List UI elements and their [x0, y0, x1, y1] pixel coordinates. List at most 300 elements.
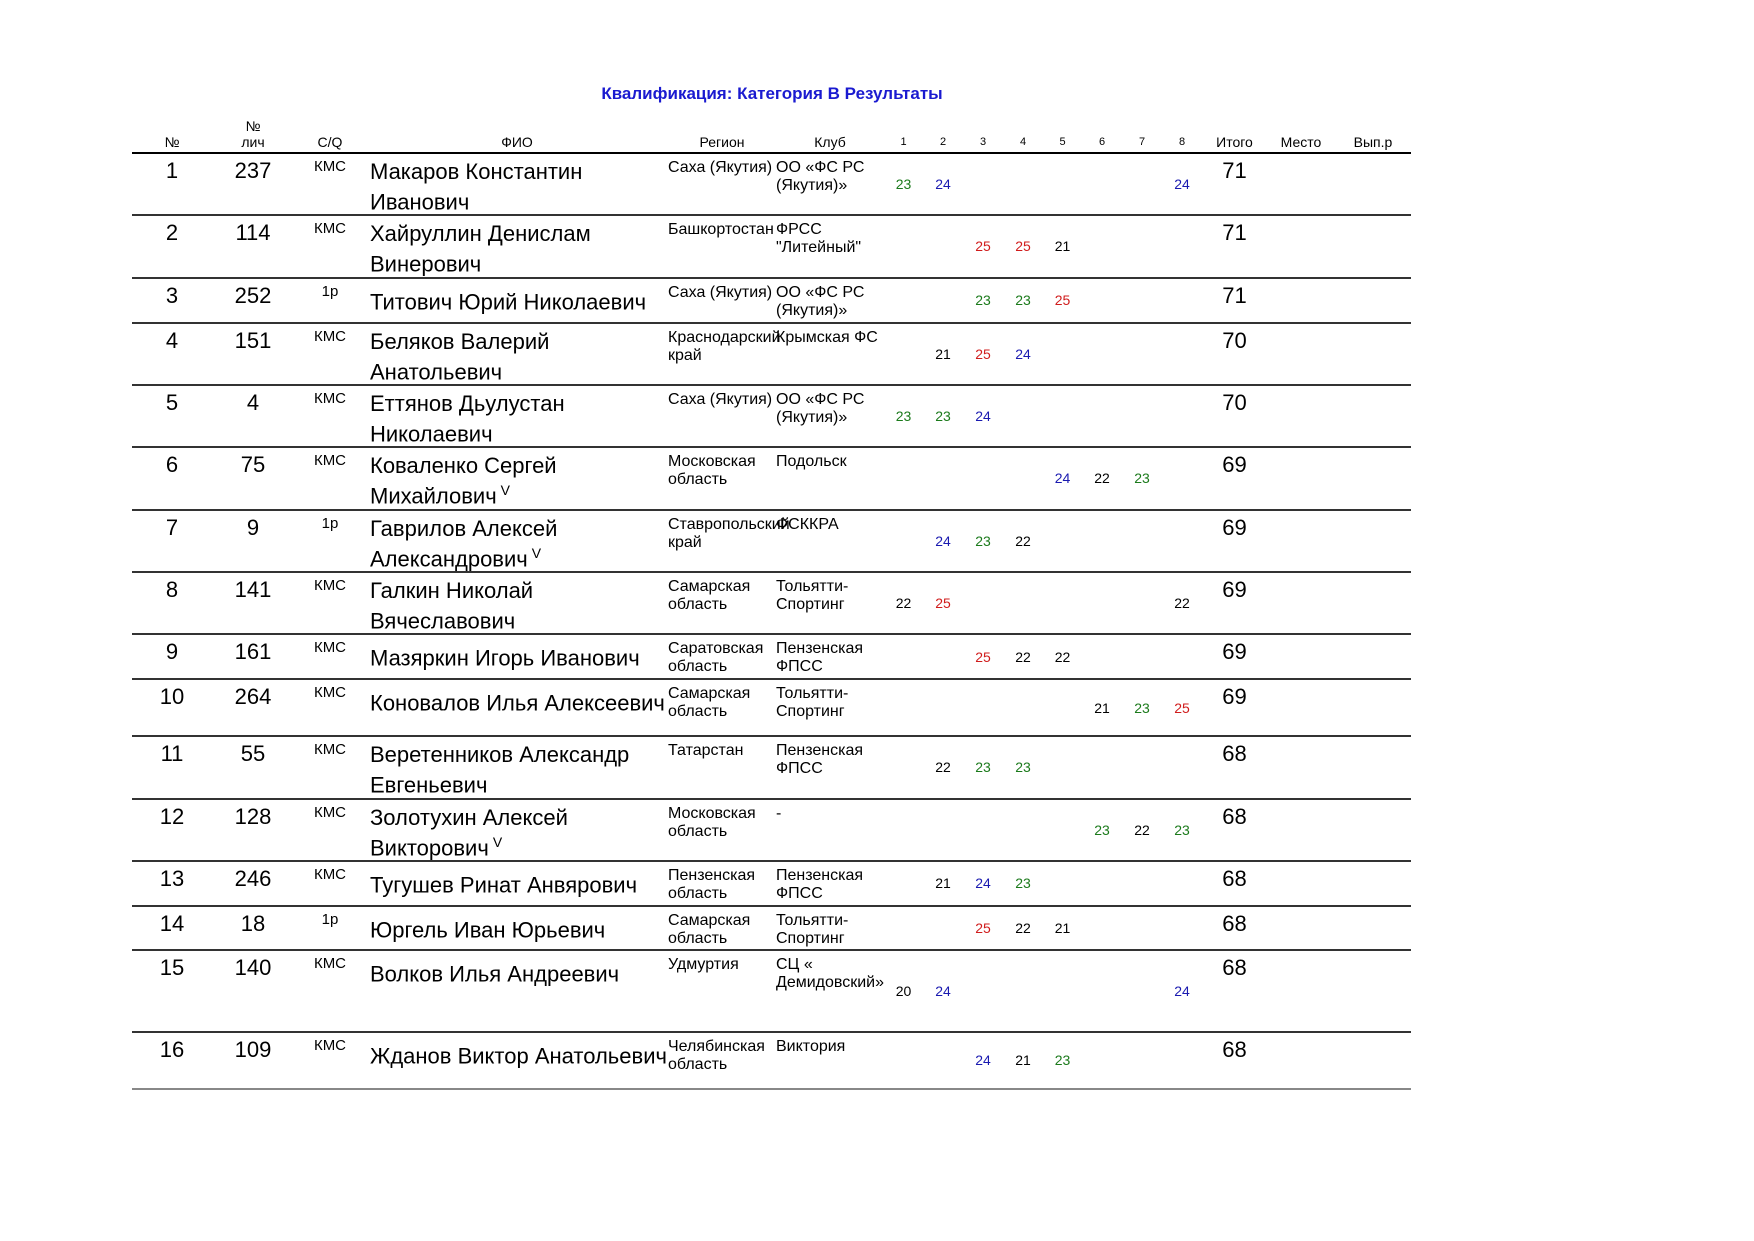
- rank-cell: 9: [132, 635, 212, 680]
- total-cell: 71: [1202, 279, 1267, 324]
- region-cell: Самарская область: [668, 907, 776, 951]
- round-3-score: [963, 680, 1003, 737]
- page-title: Квалификация: Категория B Результаты: [601, 84, 943, 103]
- bib-cell: 4: [212, 386, 294, 448]
- bib-cell: 18: [212, 907, 294, 951]
- round-1-score: [884, 680, 923, 737]
- bib-cell: 252: [212, 279, 294, 324]
- round-4-score: 22: [1003, 635, 1043, 680]
- cq-cell: КМС: [294, 951, 366, 1033]
- round-2-score: [923, 635, 963, 680]
- round-5-score: 21: [1043, 216, 1082, 278]
- total-cell: 71: [1202, 154, 1267, 216]
- header-row: [132, 118, 1411, 154]
- place-cell: [1267, 680, 1335, 737]
- place-cell: [1267, 511, 1335, 573]
- region-cell: Татарстан: [668, 737, 776, 799]
- athlete-name: Золотухин Алексей Викторович: [370, 804, 568, 860]
- round-4-score: 22: [1003, 907, 1043, 951]
- round-1-score: [884, 737, 923, 799]
- round-1-score: [884, 635, 923, 680]
- table-row: [132, 573, 1411, 635]
- table-row: [132, 1033, 1411, 1090]
- total-cell: 70: [1202, 324, 1267, 386]
- rank-cell: 16: [132, 1033, 212, 1090]
- round-2-score: [923, 1033, 963, 1090]
- round-7-score: [1122, 907, 1162, 951]
- header-bib-top: №: [245, 118, 261, 134]
- results-table: [132, 118, 1411, 1090]
- round-5-score: [1043, 154, 1082, 216]
- round-5-score: 23: [1043, 1033, 1082, 1090]
- round-7-score: 22: [1122, 800, 1162, 862]
- name-cell: [366, 951, 668, 1033]
- rank-cell: 15: [132, 951, 212, 1033]
- round-2-score: 22: [923, 737, 963, 799]
- club-cell: Тольятти-Спортинг: [776, 680, 884, 737]
- header-round-7: 7: [1122, 118, 1162, 154]
- rank-done-cell: [1335, 448, 1411, 510]
- place-cell: [1267, 800, 1335, 862]
- table-row: [132, 216, 1411, 278]
- round-2-score: 21: [923, 324, 963, 386]
- round-6-score: [1082, 279, 1122, 324]
- club-cell: ОО «ФС РС (Якутия)»: [776, 386, 884, 448]
- header-round-1: 1: [884, 118, 923, 154]
- place-cell: [1267, 448, 1335, 510]
- name-cell: [366, 737, 668, 799]
- header-round-2: 2: [923, 118, 963, 154]
- round-7-score: [1122, 279, 1162, 324]
- cq-cell: КМС: [294, 862, 366, 907]
- round-3-score: 24: [963, 1033, 1003, 1090]
- rank-cell: 12: [132, 800, 212, 862]
- bib-cell: 128: [212, 800, 294, 862]
- header-round-5: 5: [1043, 118, 1082, 154]
- round-5-score: 21: [1043, 907, 1082, 951]
- rank-done-cell: [1335, 511, 1411, 573]
- round-6-score: [1082, 737, 1122, 799]
- mark-icon: V: [500, 482, 510, 499]
- athlete-name: Еттянов Дьулустан Николаевич: [370, 390, 565, 447]
- round-3-score: 25: [963, 907, 1003, 951]
- table-row: [132, 386, 1411, 448]
- round-4-score: 22: [1003, 511, 1043, 573]
- rank-cell: 13: [132, 862, 212, 907]
- round-8-score: 24: [1162, 154, 1202, 216]
- cq-cell: КМС: [294, 635, 366, 680]
- name-cell: [366, 216, 668, 278]
- bib-cell: 264: [212, 680, 294, 737]
- rank-done-cell: [1335, 907, 1411, 951]
- round-5-score: [1043, 511, 1082, 573]
- round-2-score: [923, 216, 963, 278]
- region-cell: Саха (Якутия): [668, 154, 776, 216]
- round-8-score: 23: [1162, 800, 1202, 862]
- round-5-score: [1043, 573, 1082, 635]
- athlete-name: Коновалов Илья Алексеевич: [370, 690, 665, 716]
- region-cell: Саха (Якутия): [668, 386, 776, 448]
- bib-cell: 161: [212, 635, 294, 680]
- cq-cell: КМС: [294, 216, 366, 278]
- region-cell: Московская область: [668, 800, 776, 862]
- table-row: [132, 800, 1411, 862]
- rank-cell: 2: [132, 216, 212, 278]
- place-cell: [1267, 573, 1335, 635]
- region-cell: Самарская область: [668, 680, 776, 737]
- club-cell: Пензенская ФПСС: [776, 862, 884, 907]
- round-5-score: 24: [1043, 448, 1082, 510]
- header-place: Место: [1267, 118, 1335, 154]
- place-cell: [1267, 737, 1335, 799]
- round-4-score: 21: [1003, 1033, 1043, 1090]
- round-7-score: 23: [1122, 448, 1162, 510]
- round-1-score: [884, 324, 923, 386]
- name-cell: [366, 279, 668, 324]
- round-7-score: [1122, 324, 1162, 386]
- place-cell: [1267, 635, 1335, 680]
- athlete-name: Жданов Виктор Анатольевич: [370, 1043, 667, 1069]
- table-row: [132, 324, 1411, 386]
- cq-cell: КМС: [294, 573, 366, 635]
- club-cell: Подольск: [776, 448, 884, 510]
- round-5-score: [1043, 862, 1082, 907]
- athlete-name: Макаров Константин Иванович: [370, 159, 583, 215]
- rank-cell: 1: [132, 154, 212, 216]
- cq-cell: 1р: [294, 279, 366, 324]
- round-6-score: [1082, 573, 1122, 635]
- table-row: [132, 907, 1411, 951]
- round-2-score: [923, 800, 963, 862]
- total-cell: 69: [1202, 635, 1267, 680]
- name-cell: [366, 800, 668, 862]
- athlete-name: Тугушев Ринат Анвярович: [370, 872, 638, 898]
- cq-cell: КМС: [294, 324, 366, 386]
- round-1-score: [884, 907, 923, 951]
- round-2-score: 23: [923, 386, 963, 448]
- round-7-score: [1122, 737, 1162, 799]
- total-cell: 68: [1202, 907, 1267, 951]
- round-6-score: [1082, 324, 1122, 386]
- round-8-score: [1162, 737, 1202, 799]
- athlete-name: Хайруллин Денислам Винерович: [370, 221, 591, 277]
- cq-cell: 1р: [294, 511, 366, 573]
- club-cell: ФРСС "Литейный": [776, 216, 884, 278]
- round-8-score: [1162, 1033, 1202, 1090]
- club-cell: Тольятти-Спортинг: [776, 573, 884, 635]
- name-cell: [366, 511, 668, 573]
- round-3-score: [963, 800, 1003, 862]
- cq-cell: КМС: [294, 680, 366, 737]
- bib-cell: 237: [212, 154, 294, 216]
- rank-cell: 14: [132, 907, 212, 951]
- name-cell: [366, 448, 668, 510]
- region-cell: Самарская область: [668, 573, 776, 635]
- athlete-name: Гаврилов Алексей Александрович: [370, 515, 558, 571]
- round-1-score: [884, 448, 923, 510]
- rank-done-cell: [1335, 216, 1411, 278]
- rank-cell: 6: [132, 448, 212, 510]
- round-5-score: 25: [1043, 279, 1082, 324]
- club-cell: Виктория: [776, 1033, 884, 1090]
- round-7-score: [1122, 386, 1162, 448]
- club-cell: Пензенская ФПСС: [776, 635, 884, 680]
- round-8-score: [1162, 907, 1202, 951]
- round-6-score: [1082, 862, 1122, 907]
- round-8-score: [1162, 324, 1202, 386]
- round-6-score: [1082, 511, 1122, 573]
- round-1-score: [884, 216, 923, 278]
- round-4-score: [1003, 573, 1043, 635]
- region-cell: Удмуртия: [668, 951, 776, 1033]
- rank-done-cell: [1335, 386, 1411, 448]
- cq-cell: КМС: [294, 800, 366, 862]
- round-7-score: [1122, 216, 1162, 278]
- round-4-score: 23: [1003, 737, 1043, 799]
- round-4-score: 23: [1003, 279, 1043, 324]
- total-cell: 69: [1202, 680, 1267, 737]
- place-cell: [1267, 279, 1335, 324]
- round-2-score: 24: [923, 511, 963, 573]
- round-6-score: [1082, 386, 1122, 448]
- club-cell: Крымская ФС: [776, 324, 884, 386]
- region-cell: Пензенская область: [668, 862, 776, 907]
- table-row: [132, 154, 1411, 216]
- round-8-score: [1162, 448, 1202, 510]
- header-rank-done: Вып.р: [1335, 118, 1411, 154]
- header-round-3: 3: [963, 118, 1003, 154]
- round-1-score: 20: [884, 951, 923, 1033]
- round-1-score: [884, 279, 923, 324]
- total-cell: 68: [1202, 862, 1267, 907]
- round-8-score: [1162, 511, 1202, 573]
- round-3-score: 24: [963, 386, 1003, 448]
- place-cell: [1267, 216, 1335, 278]
- name-cell: [366, 1033, 668, 1090]
- round-4-score: 24: [1003, 324, 1043, 386]
- round-1-score: [884, 1033, 923, 1090]
- total-cell: 71: [1202, 216, 1267, 278]
- bib-cell: 75: [212, 448, 294, 510]
- place-cell: [1267, 862, 1335, 907]
- round-4-score: [1003, 386, 1043, 448]
- round-8-score: [1162, 635, 1202, 680]
- round-4-score: [1003, 154, 1043, 216]
- rank-cell: 3: [132, 279, 212, 324]
- round-2-score: 24: [923, 951, 963, 1033]
- round-8-score: [1162, 279, 1202, 324]
- round-4-score: [1003, 951, 1043, 1033]
- name-cell: [366, 862, 668, 907]
- rank-done-cell: [1335, 680, 1411, 737]
- mark-icon: V: [531, 544, 542, 561]
- rank-cell: 10: [132, 680, 212, 737]
- athlete-name: Титович Юрий Николаевич: [370, 288, 647, 314]
- round-8-score: [1162, 386, 1202, 448]
- cq-cell: КМС: [294, 1033, 366, 1090]
- club-cell: СЦ « Демидовский»: [776, 951, 884, 1033]
- rank-cell: 11: [132, 737, 212, 799]
- rank-cell: 5: [132, 386, 212, 448]
- region-cell: Краснодарский край: [668, 324, 776, 386]
- header-bib: [212, 118, 294, 154]
- round-4-score: [1003, 680, 1043, 737]
- round-5-score: [1043, 737, 1082, 799]
- bib-cell: 140: [212, 951, 294, 1033]
- round-4-score: 25: [1003, 216, 1043, 278]
- round-3-score: 24: [963, 862, 1003, 907]
- round-5-score: [1043, 324, 1082, 386]
- round-7-score: [1122, 511, 1162, 573]
- name-cell: [366, 154, 668, 216]
- table-row: [132, 737, 1411, 799]
- rank-done-cell: [1335, 800, 1411, 862]
- bib-cell: 109: [212, 1033, 294, 1090]
- mark-icon: V: [492, 833, 503, 850]
- athlete-name: Юргель Иван Юрьевич: [370, 917, 606, 943]
- header-name: ФИО: [366, 118, 668, 154]
- header-round-6: 6: [1082, 118, 1122, 154]
- round-4-score: [1003, 800, 1043, 862]
- cq-cell: 1р: [294, 907, 366, 951]
- table-row: [132, 951, 1411, 1033]
- club-cell: ОО «ФС РС (Якутия)»: [776, 154, 884, 216]
- round-3-score: [963, 951, 1003, 1033]
- round-6-score: [1082, 154, 1122, 216]
- bib-cell: 114: [212, 216, 294, 278]
- region-cell: Челябинская область: [668, 1033, 776, 1090]
- cq-cell: КМС: [294, 737, 366, 799]
- round-3-score: [963, 448, 1003, 510]
- total-cell: 70: [1202, 386, 1267, 448]
- rank-cell: 4: [132, 324, 212, 386]
- total-cell: 69: [1202, 511, 1267, 573]
- round-8-score: [1162, 216, 1202, 278]
- header-total: Итого: [1202, 118, 1267, 154]
- round-2-score: 21: [923, 862, 963, 907]
- place-cell: [1267, 1033, 1335, 1090]
- total-cell: 68: [1202, 1033, 1267, 1090]
- bib-cell: 151: [212, 324, 294, 386]
- place-cell: [1267, 907, 1335, 951]
- round-3-score: 23: [963, 511, 1003, 573]
- rank-done-cell: [1335, 324, 1411, 386]
- header-cq: C/Q: [294, 118, 366, 154]
- rank-cell: 7: [132, 511, 212, 573]
- rank-done-cell: [1335, 279, 1411, 324]
- rank-done-cell: [1335, 573, 1411, 635]
- round-6-score: [1082, 951, 1122, 1033]
- round-6-score: [1082, 635, 1122, 680]
- table-row: [132, 635, 1411, 680]
- round-6-score: 22: [1082, 448, 1122, 510]
- club-cell: ФСККРА: [776, 511, 884, 573]
- round-1-score: [884, 862, 923, 907]
- round-3-score: 25: [963, 635, 1003, 680]
- round-7-score: [1122, 1033, 1162, 1090]
- results-body: [132, 154, 1411, 1090]
- region-cell: Саратовская область: [668, 635, 776, 680]
- cq-cell: КМС: [294, 448, 366, 510]
- place-cell: [1267, 154, 1335, 216]
- place-cell: [1267, 324, 1335, 386]
- round-5-score: [1043, 800, 1082, 862]
- header-rank: №: [132, 118, 212, 154]
- round-4-score: 23: [1003, 862, 1043, 907]
- round-8-score: [1162, 862, 1202, 907]
- round-6-score: [1082, 1033, 1122, 1090]
- round-2-score: 24: [923, 154, 963, 216]
- round-7-score: 23: [1122, 680, 1162, 737]
- round-2-score: [923, 279, 963, 324]
- round-2-score: [923, 907, 963, 951]
- round-1-score: [884, 800, 923, 862]
- athlete-name: Веретенников Александр Евгеньевич: [370, 742, 630, 798]
- rank-cell: 8: [132, 573, 212, 635]
- round-2-score: 25: [923, 573, 963, 635]
- table-row: [132, 279, 1411, 324]
- rank-done-cell: [1335, 862, 1411, 907]
- cq-cell: КМС: [294, 386, 366, 448]
- round-1-score: 22: [884, 573, 923, 635]
- total-cell: 69: [1202, 448, 1267, 510]
- rank-done-cell: [1335, 951, 1411, 1033]
- place-cell: [1267, 951, 1335, 1033]
- total-cell: 68: [1202, 951, 1267, 1033]
- round-5-score: [1043, 680, 1082, 737]
- round-2-score: [923, 680, 963, 737]
- round-8-score: 24: [1162, 951, 1202, 1033]
- round-3-score: 23: [963, 737, 1003, 799]
- round-3-score: 25: [963, 216, 1003, 278]
- name-cell: [366, 386, 668, 448]
- round-1-score: [884, 511, 923, 573]
- region-cell: Башкортостан: [668, 216, 776, 278]
- bib-cell: 9: [212, 511, 294, 573]
- name-cell: [366, 907, 668, 951]
- round-7-score: [1122, 951, 1162, 1033]
- round-5-score: 22: [1043, 635, 1082, 680]
- table-row: [132, 511, 1411, 573]
- header-round-4: 4: [1003, 118, 1043, 154]
- header-bib-bottom: лич: [241, 134, 265, 150]
- athlete-name: Мазяркин Игорь Иванович: [370, 645, 640, 671]
- cq-cell: КМС: [294, 154, 366, 216]
- total-cell: 69: [1202, 573, 1267, 635]
- round-8-score: 25: [1162, 680, 1202, 737]
- round-7-score: [1122, 154, 1162, 216]
- round-7-score: [1122, 862, 1162, 907]
- region-cell: Саха (Якутия): [668, 279, 776, 324]
- round-4-score: [1003, 448, 1043, 510]
- round-3-score: 23: [963, 279, 1003, 324]
- athlete-name: Коваленко Сергей Михайлович: [370, 453, 557, 509]
- place-cell: [1267, 386, 1335, 448]
- round-7-score: [1122, 573, 1162, 635]
- round-3-score: [963, 154, 1003, 216]
- athlete-name: Галкин Николай Вячеславович: [370, 577, 534, 634]
- club-cell: -: [776, 800, 884, 862]
- rank-done-cell: [1335, 1033, 1411, 1090]
- region-cell: Московская область: [668, 448, 776, 510]
- header-round-8: 8: [1162, 118, 1202, 154]
- round-3-score: 25: [963, 324, 1003, 386]
- total-cell: 68: [1202, 800, 1267, 862]
- club-cell: Пензенская ФПСС: [776, 737, 884, 799]
- club-cell: ОО «ФС РС (Якутия)»: [776, 279, 884, 324]
- rank-done-cell: [1335, 154, 1411, 216]
- header-region: Регион: [668, 118, 776, 154]
